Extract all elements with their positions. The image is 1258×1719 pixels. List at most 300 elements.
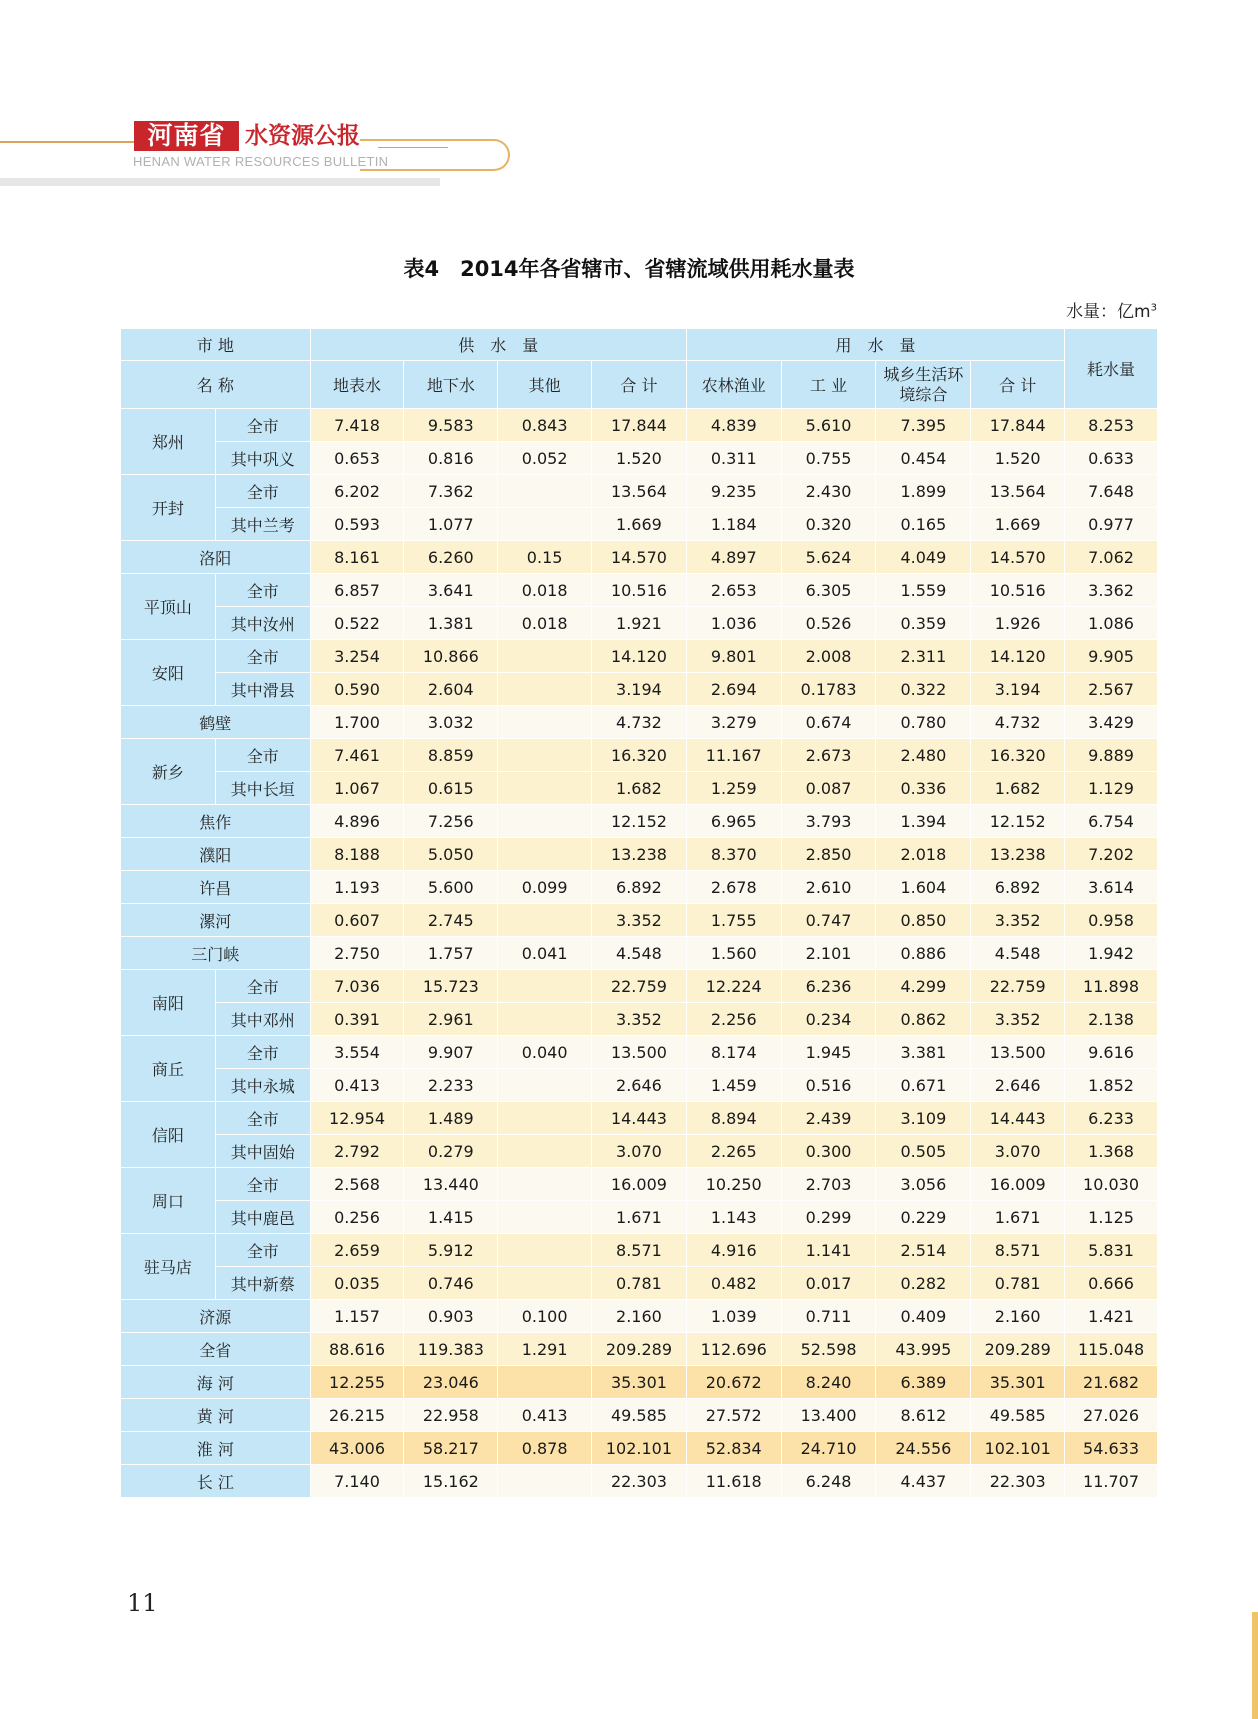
table-cell: 11.898	[1065, 970, 1158, 1003]
table-row	[121, 541, 1158, 574]
table-row	[121, 673, 1158, 706]
table-cell: 0.590	[310, 673, 404, 706]
table-cell: 17.844	[971, 409, 1065, 442]
table-cell: 2.101	[781, 937, 876, 970]
table-cell: 8.612	[876, 1399, 971, 1432]
table-cell: 0.850	[876, 904, 971, 937]
table-cell: 1.926	[971, 607, 1065, 640]
table-cell: 3.056	[876, 1168, 971, 1201]
table-cell	[498, 1069, 592, 1102]
table-cell: 3.109	[876, 1102, 971, 1135]
table-cell: 1.671	[971, 1201, 1065, 1234]
table-cell: 0.615	[404, 772, 498, 805]
table-cell: 0.593	[310, 508, 404, 541]
table-cell	[498, 805, 592, 838]
table-cell: 24.556	[876, 1432, 971, 1465]
table-title: 表4 2014年各省辖市、省辖流域供用耗水量表	[403, 257, 855, 281]
table-cell: 0.1783	[781, 673, 876, 706]
table-header	[121, 329, 1158, 409]
page-edge-mark	[1252, 1612, 1258, 1719]
table-cell: 3.429	[1065, 706, 1158, 739]
table-cell: 3.194	[971, 673, 1065, 706]
table-cell: 0.040	[498, 1036, 592, 1069]
table-cell: 0.282	[876, 1267, 971, 1300]
table-cell: 3.352	[592, 904, 687, 937]
table-cell: 13.400	[781, 1399, 876, 1432]
table-row	[121, 1366, 1158, 1399]
table-cell: 14.120	[592, 640, 687, 673]
table-cell: 0.843	[498, 409, 592, 442]
table-cell: 1.559	[876, 574, 971, 607]
table-cell: 0.256	[310, 1201, 404, 1234]
table-cell: 0.747	[781, 904, 876, 937]
table-row	[121, 1267, 1158, 1300]
table-cell: 0.409	[876, 1300, 971, 1333]
table-row	[121, 1168, 1158, 1201]
table-cell: 0.322	[876, 673, 971, 706]
table-cell: 1.489	[404, 1102, 498, 1135]
row-label: 漯河	[121, 904, 311, 937]
table-cell: 0.781	[971, 1267, 1065, 1300]
row-group-label: 驻马店	[121, 1234, 216, 1300]
table-cell: 0.755	[781, 442, 876, 475]
table-cell: 3.352	[971, 1003, 1065, 1036]
table-cell: 5.050	[404, 838, 498, 871]
table-cell: 0.391	[310, 1003, 404, 1036]
table-cell: 2.792	[310, 1135, 404, 1168]
table-cell: 8.161	[310, 541, 404, 574]
table-cell: 3.554	[310, 1036, 404, 1069]
table-cell: 27.026	[1065, 1399, 1158, 1432]
table-cell: 0.674	[781, 706, 876, 739]
table-cell: 1.129	[1065, 772, 1158, 805]
header-use-group: 用 水 量	[686, 329, 1064, 361]
header-bulletin-title: 水资源公报	[245, 122, 360, 149]
unit-superscript: 3	[1150, 302, 1157, 314]
header-grey-bar	[0, 178, 440, 186]
table-cell: 3.793	[781, 805, 876, 838]
table-cell: 15.162	[404, 1465, 498, 1498]
table-row	[121, 1300, 1158, 1333]
table-cell: 43.995	[876, 1333, 971, 1366]
row-sub-label: 其中兰考	[215, 508, 310, 541]
table-cell: 1.520	[592, 442, 687, 475]
table-cell: 2.653	[686, 574, 781, 607]
table-cell: 0.516	[781, 1069, 876, 1102]
table-row	[121, 442, 1158, 475]
table-cell: 0.878	[498, 1432, 592, 1465]
row-label: 许昌	[121, 871, 311, 904]
table-cell: 2.568	[310, 1168, 404, 1201]
table-cell: 2.659	[310, 1234, 404, 1267]
table-cell: 6.754	[1065, 805, 1158, 838]
table-cell: 13.500	[592, 1036, 687, 1069]
table-cell: 16.009	[592, 1168, 687, 1201]
table-cell: 8.240	[781, 1366, 876, 1399]
header-industry: 工 业	[781, 361, 876, 409]
table-cell: 1.415	[404, 1201, 498, 1234]
table-cell: 2.646	[592, 1069, 687, 1102]
table-cell: 1.291	[498, 1333, 592, 1366]
table-cell	[498, 1465, 592, 1498]
table-cell: 8.571	[592, 1234, 687, 1267]
table-cell: 0.311	[686, 442, 781, 475]
table-cell: 10.516	[592, 574, 687, 607]
row-sub-label: 其中固始	[215, 1135, 310, 1168]
table-row	[121, 871, 1158, 904]
table-row	[121, 640, 1158, 673]
table-row	[121, 805, 1158, 838]
table-cell: 2.514	[876, 1234, 971, 1267]
header-groundwater: 地下水	[404, 361, 498, 409]
row-group-label: 新乡	[121, 739, 216, 805]
table-cell: 22.958	[404, 1399, 498, 1432]
table-cell: 14.570	[971, 541, 1065, 574]
table-cell: 10.030	[1065, 1168, 1158, 1201]
page-number: 11	[127, 1589, 158, 1617]
table-cell	[498, 904, 592, 937]
table-cell: 5.831	[1065, 1234, 1158, 1267]
table-cell: 1.036	[686, 607, 781, 640]
table-cell: 21.682	[1065, 1366, 1158, 1399]
table-cell: 0.018	[498, 574, 592, 607]
table-cell: 88.616	[310, 1333, 404, 1366]
table-cell: 1.039	[686, 1300, 781, 1333]
table-cell: 14.443	[971, 1102, 1065, 1135]
table-row	[121, 937, 1158, 970]
table-cell: 2.480	[876, 739, 971, 772]
table-cell: 1.193	[310, 871, 404, 904]
row-label: 三门峡	[121, 937, 311, 970]
table-cell: 24.710	[781, 1432, 876, 1465]
header-rule	[0, 141, 135, 143]
table-cell: 1.604	[876, 871, 971, 904]
table-cell: 27.572	[686, 1399, 781, 1432]
table-cell: 1.560	[686, 937, 781, 970]
table-cell: 0.526	[781, 607, 876, 640]
header-consumption: 耗水量	[1065, 329, 1158, 409]
table-cell: 13.238	[592, 838, 687, 871]
table-cell: 12.255	[310, 1366, 404, 1399]
table-cell: 16.320	[592, 739, 687, 772]
table-cell: 0.413	[310, 1069, 404, 1102]
table-row	[121, 409, 1158, 442]
table-cell: 0.099	[498, 871, 592, 904]
table-cell: 0.607	[310, 904, 404, 937]
table-cell: 13.564	[592, 475, 687, 508]
table-cell: 2.138	[1065, 1003, 1158, 1036]
table-cell: 0.087	[781, 772, 876, 805]
table-cell: 54.633	[1065, 1432, 1158, 1465]
table-cell: 1.671	[592, 1201, 687, 1234]
table-cell: 6.305	[781, 574, 876, 607]
row-sub-label: 其中新蔡	[215, 1267, 310, 1300]
table-row	[121, 475, 1158, 508]
table-cell: 0.522	[310, 607, 404, 640]
table-cell: 0.279	[404, 1135, 498, 1168]
table-cell: 2.567	[1065, 673, 1158, 706]
header-city-bottom: 名 称	[121, 361, 311, 409]
table-cell: 43.006	[310, 1432, 404, 1465]
table-cell: 35.301	[592, 1366, 687, 1399]
table-row	[121, 1201, 1158, 1234]
table-cell	[498, 1135, 592, 1168]
table-cell: 7.418	[310, 409, 404, 442]
table-cell: 8.253	[1065, 409, 1158, 442]
table-cell: 12.152	[592, 805, 687, 838]
table-cell: 3.641	[404, 574, 498, 607]
table-row	[121, 772, 1158, 805]
table-cell: 1.669	[971, 508, 1065, 541]
row-sub-label: 其中永城	[215, 1069, 310, 1102]
table-cell: 2.673	[781, 739, 876, 772]
table-cell: 5.912	[404, 1234, 498, 1267]
table-cell: 1.942	[1065, 937, 1158, 970]
table-row	[121, 1399, 1158, 1432]
table-cell: 10.250	[686, 1168, 781, 1201]
table-cell: 2.678	[686, 871, 781, 904]
table-cell: 0.234	[781, 1003, 876, 1036]
table-cell: 11.707	[1065, 1465, 1158, 1498]
table-cell: 22.303	[592, 1465, 687, 1498]
table-cell	[498, 970, 592, 1003]
row-sub-label: 全市	[215, 640, 310, 673]
table-cell: 7.036	[310, 970, 404, 1003]
table-cell: 0.300	[781, 1135, 876, 1168]
table-cell: 1.067	[310, 772, 404, 805]
table-cell: 1.669	[592, 508, 687, 541]
table-cell: 8.188	[310, 838, 404, 871]
table-cell: 7.461	[310, 739, 404, 772]
table-cell	[498, 1168, 592, 1201]
table-cell: 6.233	[1065, 1102, 1158, 1135]
table-cell: 0.454	[876, 442, 971, 475]
table-cell: 3.070	[592, 1135, 687, 1168]
table-cell	[498, 475, 592, 508]
table-cell: 12.224	[686, 970, 781, 1003]
table-cell: 4.732	[592, 706, 687, 739]
table-cell: 115.048	[1065, 1333, 1158, 1366]
table-cell: 2.018	[876, 838, 971, 871]
row-sub-label: 全市	[215, 409, 310, 442]
table-cell	[498, 739, 592, 772]
table-cell: 0.958	[1065, 904, 1158, 937]
table-cell: 119.383	[404, 1333, 498, 1366]
table-cell: 1.143	[686, 1201, 781, 1234]
table-cell: 49.585	[592, 1399, 687, 1432]
header-supply-group: 供 水 量	[310, 329, 686, 361]
header-thin-rule	[378, 147, 448, 148]
table-cell: 0.633	[1065, 442, 1158, 475]
table-cell: 0.671	[876, 1069, 971, 1102]
table-cell: 0.505	[876, 1135, 971, 1168]
table-row	[121, 574, 1158, 607]
table-cell: 22.303	[971, 1465, 1065, 1498]
table-row	[121, 1234, 1158, 1267]
table-cell: 4.916	[686, 1234, 781, 1267]
row-label: 鹤壁	[121, 706, 311, 739]
table-cell: 4.732	[971, 706, 1065, 739]
row-group-label: 商丘	[121, 1036, 216, 1102]
table-row	[121, 1036, 1158, 1069]
table-cell: 13.564	[971, 475, 1065, 508]
table-row	[121, 904, 1158, 937]
table-cell: 1.757	[404, 937, 498, 970]
row-sub-label: 其中鹿邑	[215, 1201, 310, 1234]
header-province-title: 河南省	[134, 121, 239, 151]
row-sub-label: 全市	[215, 739, 310, 772]
table-cell: 52.598	[781, 1333, 876, 1366]
row-label: 长 江	[121, 1465, 311, 1498]
row-group-label: 郑州	[121, 409, 216, 475]
table-cell: 0.041	[498, 937, 592, 970]
table-cell: 9.907	[404, 1036, 498, 1069]
table-cell: 8.571	[971, 1234, 1065, 1267]
header-agriculture: 农林渔业	[686, 361, 781, 409]
table-cell: 3.352	[592, 1003, 687, 1036]
table-cell: 0.15	[498, 541, 592, 574]
unit-text: 水量：亿m	[1066, 302, 1151, 322]
table-body	[121, 409, 1158, 1498]
table-cell: 9.235	[686, 475, 781, 508]
table-cell: 1.682	[971, 772, 1065, 805]
table-row	[121, 970, 1158, 1003]
table-cell: 4.049	[876, 541, 971, 574]
table-cell: 0.977	[1065, 508, 1158, 541]
row-label: 焦作	[121, 805, 311, 838]
table-cell: 7.395	[876, 409, 971, 442]
table-cell: 7.062	[1065, 541, 1158, 574]
row-label: 濮阳	[121, 838, 311, 871]
table-cell: 3.614	[1065, 871, 1158, 904]
table-cell: 0.413	[498, 1399, 592, 1432]
table-cell: 1.157	[310, 1300, 404, 1333]
header-supply-total: 合 计	[592, 361, 687, 409]
table-cell: 2.646	[971, 1069, 1065, 1102]
table-row	[121, 508, 1158, 541]
row-label: 黄 河	[121, 1399, 311, 1432]
table-cell: 12.954	[310, 1102, 404, 1135]
table-cell: 1.945	[781, 1036, 876, 1069]
row-sub-label: 全市	[215, 1102, 310, 1135]
table-cell	[498, 1267, 592, 1300]
table-cell: 1.141	[781, 1234, 876, 1267]
table-cell: 0.229	[876, 1201, 971, 1234]
table-cell: 22.759	[971, 970, 1065, 1003]
table-cell: 6.892	[971, 871, 1065, 904]
row-label: 全省	[121, 1333, 311, 1366]
table-cell: 16.009	[971, 1168, 1065, 1201]
table-row	[121, 607, 1158, 640]
table-cell: 8.370	[686, 838, 781, 871]
table-cell: 35.301	[971, 1366, 1065, 1399]
table-cell: 3.032	[404, 706, 498, 739]
table-cell: 2.008	[781, 640, 876, 673]
table-cell: 4.299	[876, 970, 971, 1003]
table-cell: 7.648	[1065, 475, 1158, 508]
row-sub-label: 其中巩义	[215, 442, 310, 475]
row-group-label: 安阳	[121, 640, 216, 706]
table-cell: 16.320	[971, 739, 1065, 772]
table-cell: 2.160	[971, 1300, 1065, 1333]
table-cell: 0.746	[404, 1267, 498, 1300]
table-cell: 10.516	[971, 574, 1065, 607]
table-cell: 15.723	[404, 970, 498, 1003]
table-row	[121, 1069, 1158, 1102]
table-cell: 2.233	[404, 1069, 498, 1102]
table-cell: 1.077	[404, 508, 498, 541]
table-cell: 23.046	[404, 1366, 498, 1399]
table-cell: 0.035	[310, 1267, 404, 1300]
table-cell: 1.125	[1065, 1201, 1158, 1234]
row-label: 淮 河	[121, 1432, 311, 1465]
table-cell: 2.750	[310, 937, 404, 970]
table-cell: 2.265	[686, 1135, 781, 1168]
table-cell	[498, 640, 592, 673]
table-row	[121, 1333, 1158, 1366]
header-domestic-line1: 城乡生活环	[883, 364, 964, 384]
row-group-label: 平顶山	[121, 574, 216, 640]
table-cell: 1.852	[1065, 1069, 1158, 1102]
table-cell: 7.362	[404, 475, 498, 508]
table-cell: 2.256	[686, 1003, 781, 1036]
table-cell: 0.018	[498, 607, 592, 640]
row-sub-label: 全市	[215, 1168, 310, 1201]
row-group-label: 周口	[121, 1168, 216, 1234]
table-cell: 7.202	[1065, 838, 1158, 871]
table-cell: 9.889	[1065, 739, 1158, 772]
table-cell: 0.017	[781, 1267, 876, 1300]
table-cell: 6.965	[686, 805, 781, 838]
table-cell: 102.101	[592, 1432, 687, 1465]
row-sub-label: 全市	[215, 475, 310, 508]
row-sub-label: 其中汝州	[215, 607, 310, 640]
table-cell	[498, 673, 592, 706]
table-cell	[498, 1201, 592, 1234]
table-cell: 0.336	[876, 772, 971, 805]
water-use-table	[120, 328, 1158, 1498]
table-cell: 5.600	[404, 871, 498, 904]
row-sub-label: 全市	[215, 970, 310, 1003]
table-cell: 0.299	[781, 1201, 876, 1234]
header-other: 其他	[498, 361, 592, 409]
table-cell: 0.886	[876, 937, 971, 970]
table-cell: 13.238	[971, 838, 1065, 871]
table-cell: 52.834	[686, 1432, 781, 1465]
table-cell: 3.279	[686, 706, 781, 739]
table-cell: 2.430	[781, 475, 876, 508]
table-cell: 1.368	[1065, 1135, 1158, 1168]
table-cell: 4.548	[592, 937, 687, 970]
table-cell	[498, 706, 592, 739]
table-cell	[498, 772, 592, 805]
row-sub-label: 其中滑县	[215, 673, 310, 706]
table-row	[121, 739, 1158, 772]
table-cell: 2.694	[686, 673, 781, 706]
row-label: 海 河	[121, 1366, 311, 1399]
header-domestic	[876, 361, 971, 409]
table-cell: 6.248	[781, 1465, 876, 1498]
table-cell	[498, 1102, 592, 1135]
table-cell: 8.894	[686, 1102, 781, 1135]
table-cell: 9.616	[1065, 1036, 1158, 1069]
table-cell: 0.666	[1065, 1267, 1158, 1300]
table-cell: 1.184	[686, 508, 781, 541]
table-cell: 3.070	[971, 1135, 1065, 1168]
table-cell: 0.359	[876, 607, 971, 640]
table-cell: 209.289	[592, 1333, 687, 1366]
table-cell: 3.352	[971, 904, 1065, 937]
